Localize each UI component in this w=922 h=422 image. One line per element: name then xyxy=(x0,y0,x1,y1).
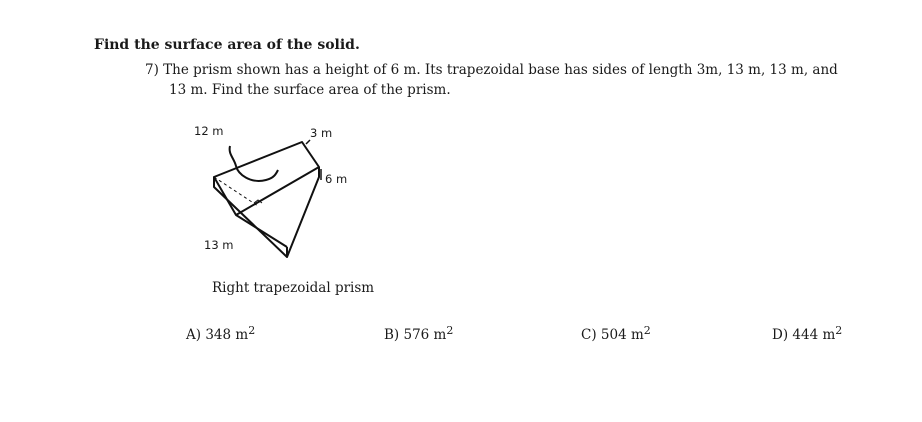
label-13m: 13 m xyxy=(204,238,234,252)
problem-text-line-2: 13 m. Find the surface area of the prism. xyxy=(169,82,451,98)
label-12m: 12 m xyxy=(194,124,224,138)
choice-a-letter: A) xyxy=(186,327,202,343)
prism-inner-edge xyxy=(236,215,287,247)
label-leader-12m xyxy=(230,146,278,181)
prism-figure xyxy=(190,120,370,270)
figure-caption: Right trapezoidal prism xyxy=(212,280,375,296)
choice-a-value: 348 m xyxy=(205,327,249,343)
choice-a-exponent: 2 xyxy=(248,324,256,337)
problem-text-line-1: The prism shown has a height of 6 m. Its trapezoidal base has sides of length 3m, 13 m, 13 m, and xyxy=(163,62,838,78)
hidden-edge xyxy=(214,177,258,206)
problem-number: 7) xyxy=(145,62,159,78)
choice-b-letter: B) xyxy=(384,327,400,343)
choice-c-exponent: 2 xyxy=(643,324,651,337)
label-6m: 6 m xyxy=(325,172,348,186)
choice-d-exponent: 2 xyxy=(835,324,843,337)
problem-statement xyxy=(145,60,905,100)
choice-d-letter: D) xyxy=(772,327,789,343)
choice-c-letter: C) xyxy=(581,327,597,343)
choice-d-value: 444 m xyxy=(792,327,836,343)
label-3m: 3 m xyxy=(310,126,333,140)
choice-c-value: 504 m xyxy=(600,327,644,343)
choice-b-exponent: 2 xyxy=(446,324,454,337)
prism-right-edge xyxy=(287,167,319,257)
section-heading: Find the surface area of the solid. xyxy=(94,37,360,53)
choice-b-value: 576 m xyxy=(403,327,447,343)
label-leader-3m xyxy=(306,140,310,144)
choice-b[interactable] xyxy=(384,324,454,343)
choice-c[interactable] xyxy=(581,324,651,343)
choice-d[interactable] xyxy=(772,324,843,343)
choice-a[interactable] xyxy=(186,324,256,343)
